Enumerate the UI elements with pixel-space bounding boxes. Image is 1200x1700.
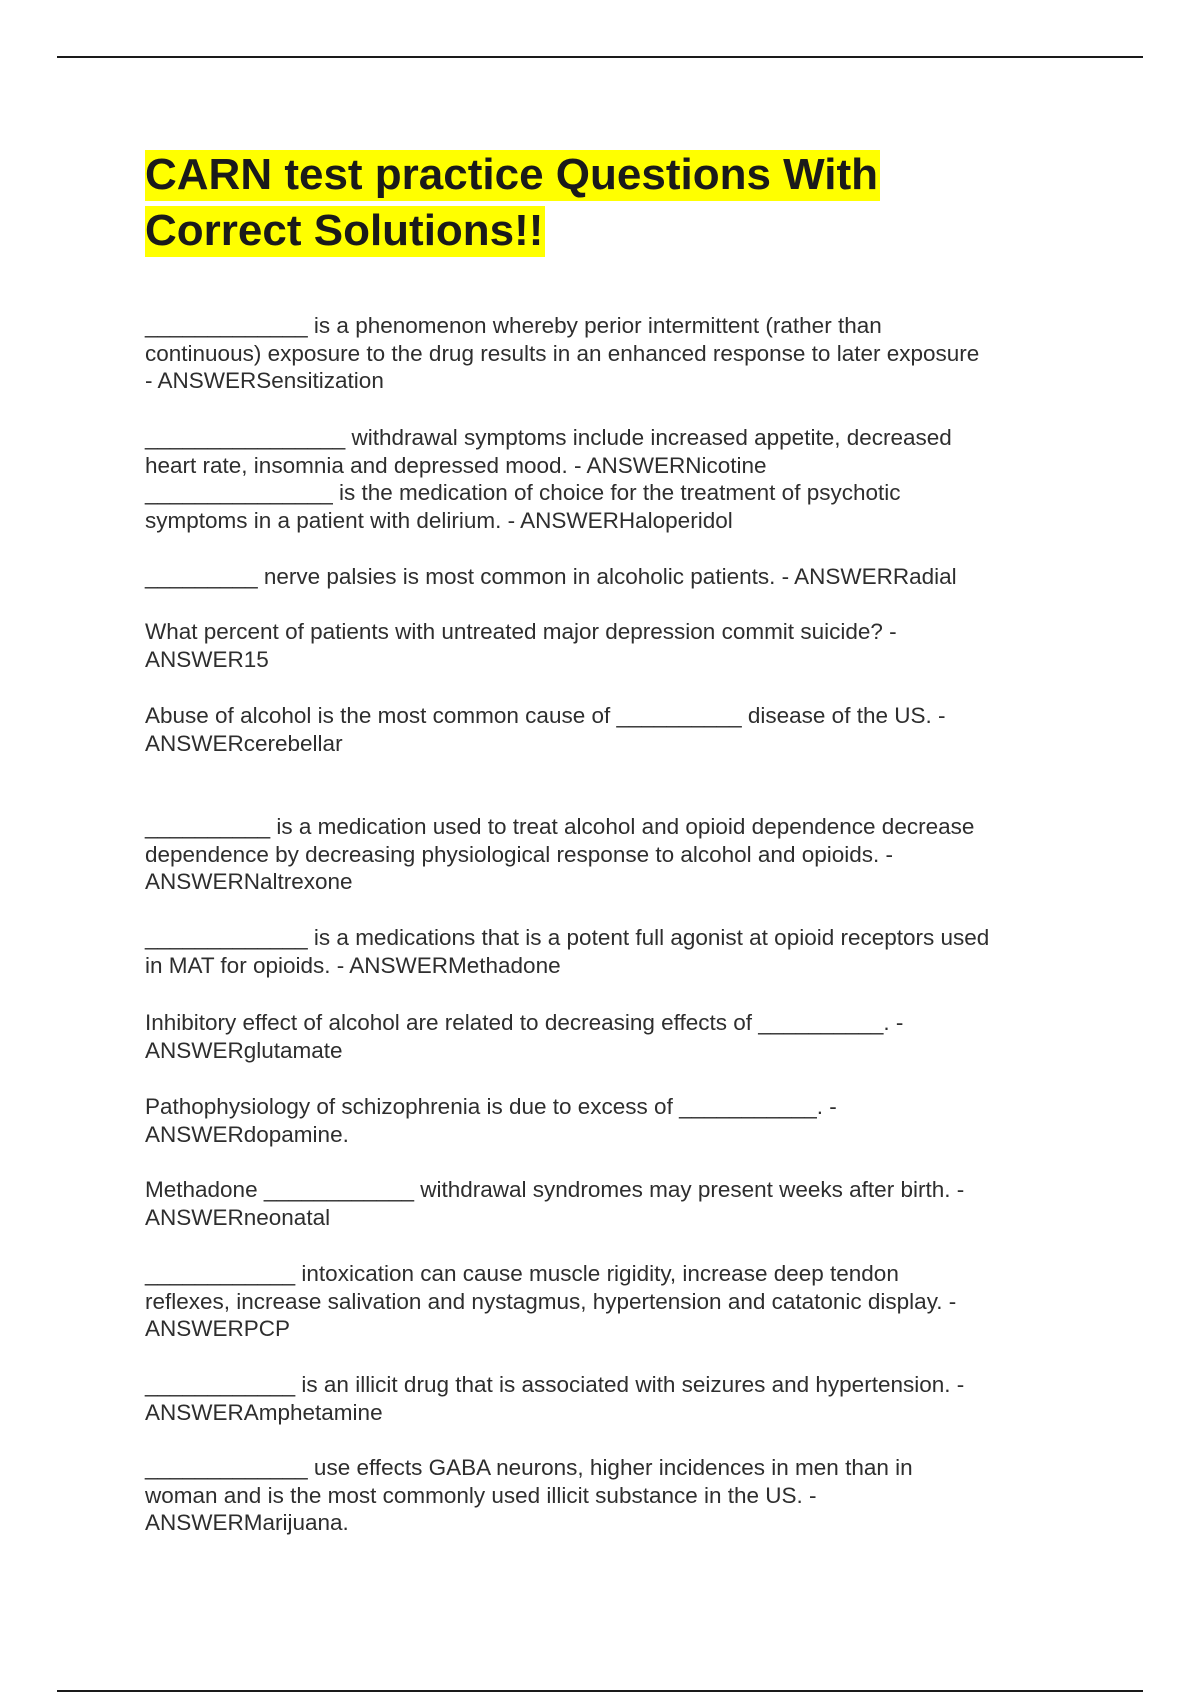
- qa-item-sensitization: _____________ is a phenomenon whereby perior intermittent (rather than continuous) exposure to the drug results in an enhanced response to later exposure - ANSWERSensitization: [145, 313, 980, 393]
- qa-item-radial: _________ nerve palsies is most common in alcoholic patients. - ANSWERRadial: [145, 564, 957, 589]
- qa-item-suicide-percent: What percent of patients with untreated major depression commit suicide? - ANSWER15: [145, 619, 897, 672]
- qa-item-dopamine: Pathophysiology of schizophrenia is due to excess of ___________. - ANSWERdopamine.: [145, 1094, 837, 1147]
- qa-item-haloperidol: _______________ is the medication of choice for the treatment of psychotic symptoms in a patient with delirium. - ANSWERHaloperidol: [145, 480, 901, 533]
- qa-item-neonatal: Methadone ____________ withdrawal syndromes may present weeks after birth. - ANSWERneonatal: [145, 1177, 965, 1230]
- bottom-rule: [57, 1690, 1143, 1692]
- qa-item-pcp: ____________ intoxication can cause muscle rigidity, increase deep tendon reflexes, increase salivation and nystagmus, hypertension and catatonic display. - ANSWERPCP: [145, 1261, 957, 1341]
- qa-item-marijuana: _____________ use effects GABA neurons, higher incidences in men than in woman and is the most commonly used illicit substance in the US. - ANSWERMarijuana.: [145, 1455, 913, 1535]
- document-title: [145, 147, 1065, 259]
- qa-item-amphetamine: ____________ is an illicit drug that is associated with seizures and hypertension. - ANSWERAmphetamine: [145, 1372, 965, 1425]
- title-line-1: CARN test practice Questions With: [145, 150, 879, 199]
- top-rule: [57, 56, 1143, 58]
- qa-item-methadone: _____________ is a medications that is a potent full agonist at opioid receptors used in MAT for opioids. - ANSWERMethadone: [145, 925, 990, 978]
- qa-item-nicotine: ________________ withdrawal symptoms include increased appetite, decreased heart rate, insomnia and depressed mood. - ANSWERNicotine: [145, 425, 952, 478]
- qa-item-glutamate: Inhibitory effect of alcohol are related to decreasing effects of __________. - ANSWERglutamate: [145, 1010, 904, 1063]
- title-line-2: Correct Solutions!!: [145, 206, 544, 255]
- qa-item-cerebellar: Abuse of alcohol is the most common cause of __________ disease of the US. - ANSWERcerebellar: [145, 703, 946, 756]
- qa-item-naltrexone: __________ is a medication used to treat alcohol and opioid dependence decrease dependence by decreasing physiological response to alcohol and opioids. - ANSWERNaltrexone: [145, 814, 975, 894]
